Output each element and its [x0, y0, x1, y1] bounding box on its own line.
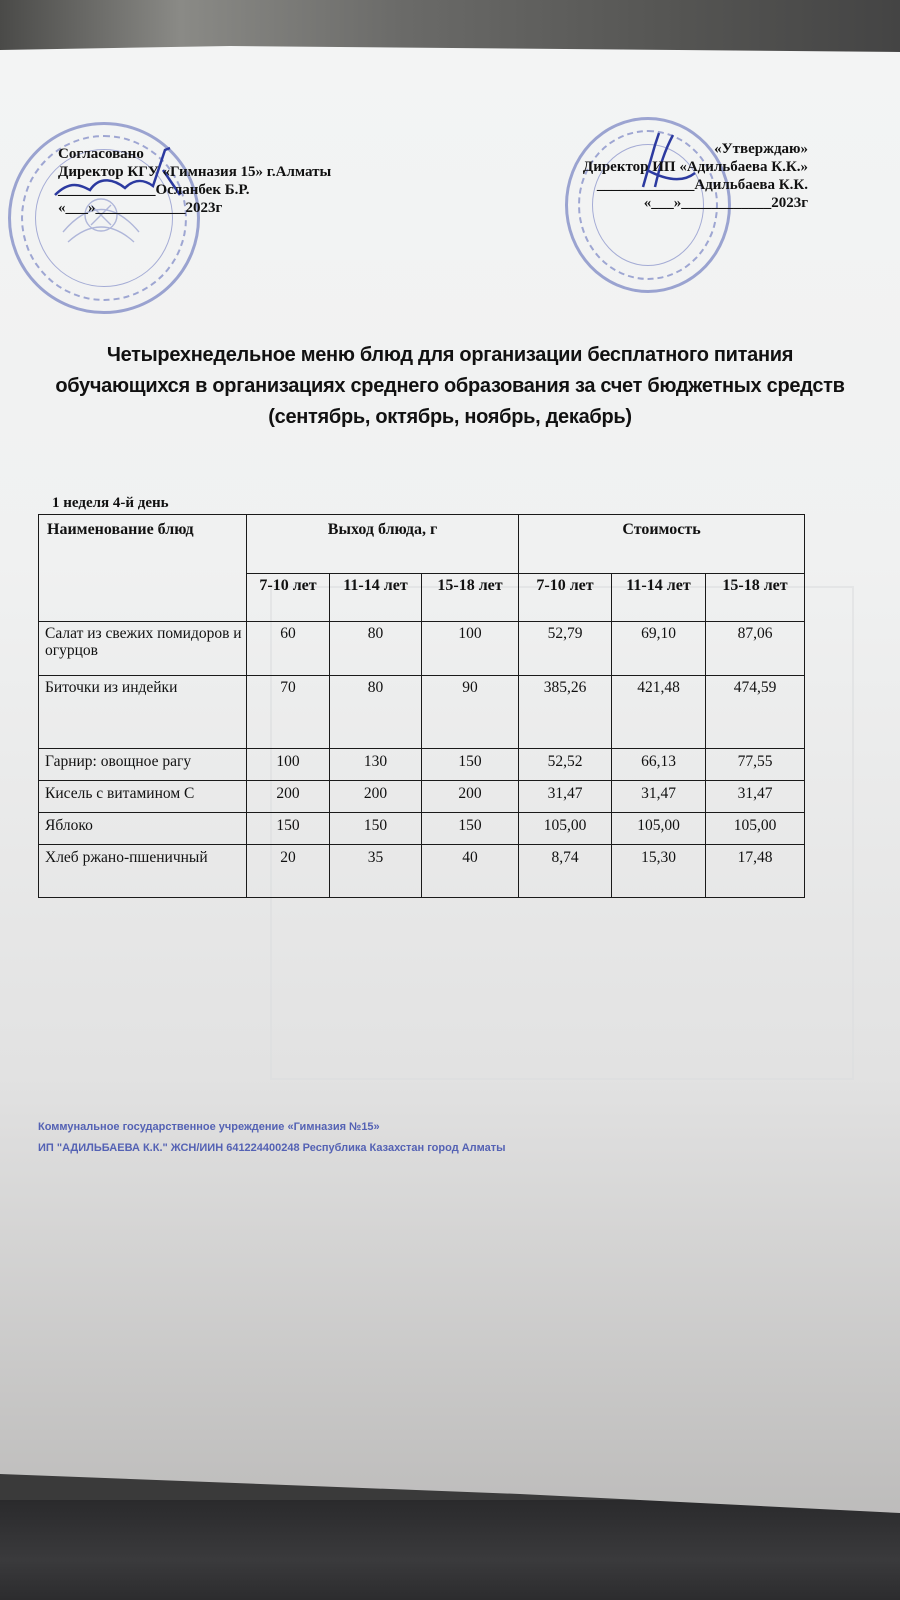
table-row — [39, 845, 805, 898]
yield-11-14: 35 — [330, 845, 422, 898]
yield-11-14: 150 — [330, 813, 422, 845]
agreed-director-line: Директор КГУ «Гимназия 15» г.Алматы — [58, 164, 332, 180]
approval-block-left — [58, 145, 331, 217]
cost-15-18: 474,59 — [706, 676, 805, 749]
desk-background-bottom — [0, 1500, 900, 1600]
menu-table — [38, 514, 805, 898]
approve-signature-line: _____________Адильбаева К.К. — [596, 177, 808, 193]
yield-7-10: 20 — [247, 845, 330, 898]
cost-11-14: 105,00 — [612, 813, 706, 845]
yield-7-10: 100 — [247, 749, 330, 781]
table-row — [39, 622, 805, 676]
stamp-left-text: Коммунальное государственное учреждение «Гимназия №15» — [38, 1121, 380, 1133]
table-header-row — [39, 515, 805, 574]
yield-11-14: 130 — [330, 749, 422, 781]
yield-7-10: 70 — [247, 676, 330, 749]
approval-block-right — [583, 140, 808, 212]
yield-15-18: 200 — [422, 781, 519, 813]
yield-15-18: 90 — [422, 676, 519, 749]
table-row — [39, 676, 805, 749]
header-yield-age-15-18: 15-18 лет — [422, 574, 519, 622]
dish-name: Биточки из индейки — [39, 676, 247, 749]
cost-15-18: 105,00 — [706, 813, 805, 845]
cost-11-14: 31,47 — [612, 781, 706, 813]
cost-7-10: 31,47 — [519, 781, 612, 813]
header-yield-age-11-14: 11-14 лет — [330, 574, 422, 622]
yield-15-18: 150 — [422, 813, 519, 845]
cost-11-14: 69,10 — [612, 622, 706, 676]
agreed-date-line: «___»____________2023г — [58, 200, 223, 216]
cost-15-18: 87,06 — [706, 622, 805, 676]
cost-11-14: 421,48 — [612, 676, 706, 749]
header-cost-age-15-18: 15-18 лет — [706, 574, 805, 622]
agreed-signature-line: _____________Осланбек Б.Р. — [58, 182, 250, 198]
cost-7-10: 52,79 — [519, 622, 612, 676]
document-title: Четырехнедельное меню блюд для организации бесплатного питания обучающихся в организациях среднего образования за счет бюджетных средств (сентябрь, октябрь, ноябрь, декабрь) — [55, 344, 845, 428]
cost-7-10: 385,26 — [519, 676, 612, 749]
yield-11-14: 80 — [330, 676, 422, 749]
approve-date-line: «___»____________2023г — [643, 195, 808, 211]
yield-15-18: 40 — [422, 845, 519, 898]
approve-label: «Утверждаю» — [714, 141, 808, 157]
cost-15-18: 77,55 — [706, 749, 805, 781]
stamp-captions — [38, 1120, 804, 1162]
cost-7-10: 105,00 — [519, 813, 612, 845]
header-cost-age-11-14: 11-14 лет — [612, 574, 706, 622]
cost-15-18: 17,48 — [706, 845, 805, 898]
yield-11-14: 200 — [330, 781, 422, 813]
yield-7-10: 150 — [247, 813, 330, 845]
dish-name: Яблоко — [39, 813, 247, 845]
dish-name: Гарнир: овощное рагу — [39, 749, 247, 781]
table-row — [39, 749, 805, 781]
cost-7-10: 52,52 — [519, 749, 612, 781]
table-row — [39, 781, 805, 813]
header-dish-name: Наименование блюд — [39, 515, 247, 622]
dish-name: Кисель с витамином С — [39, 781, 247, 813]
stamp-right-text: ИП "АДИЛЬБАЕВА К.К." ЖСН/ИИН 641224400248 Республика Казахстан город Алматы — [38, 1142, 506, 1154]
week-day-label: 1 неделя 4-й день — [52, 495, 169, 511]
yield-15-18: 100 — [422, 622, 519, 676]
yield-7-10: 60 — [247, 622, 330, 676]
yield-11-14: 80 — [330, 622, 422, 676]
yield-15-18: 150 — [422, 749, 519, 781]
table-row — [39, 813, 805, 845]
approve-director-line: Директор ИП «Адильбаева К.К.» — [582, 159, 808, 175]
dish-name: Салат из свежих помидоров и огурцов — [39, 622, 247, 676]
header-yield-age-7-10: 7-10 лет — [247, 574, 330, 622]
cost-7-10: 8,74 — [519, 845, 612, 898]
agreed-label: Согласовано — [58, 146, 144, 162]
header-cost-age-7-10: 7-10 лет — [519, 574, 612, 622]
dish-name: Хлеб ржано-пшеничный — [39, 845, 247, 898]
header-yield: Выход блюда, г — [247, 515, 519, 574]
cost-15-18: 31,47 — [706, 781, 805, 813]
yield-7-10: 200 — [247, 781, 330, 813]
header-cost: Стоимость — [519, 515, 805, 574]
cost-11-14: 15,30 — [612, 845, 706, 898]
cost-11-14: 66,13 — [612, 749, 706, 781]
